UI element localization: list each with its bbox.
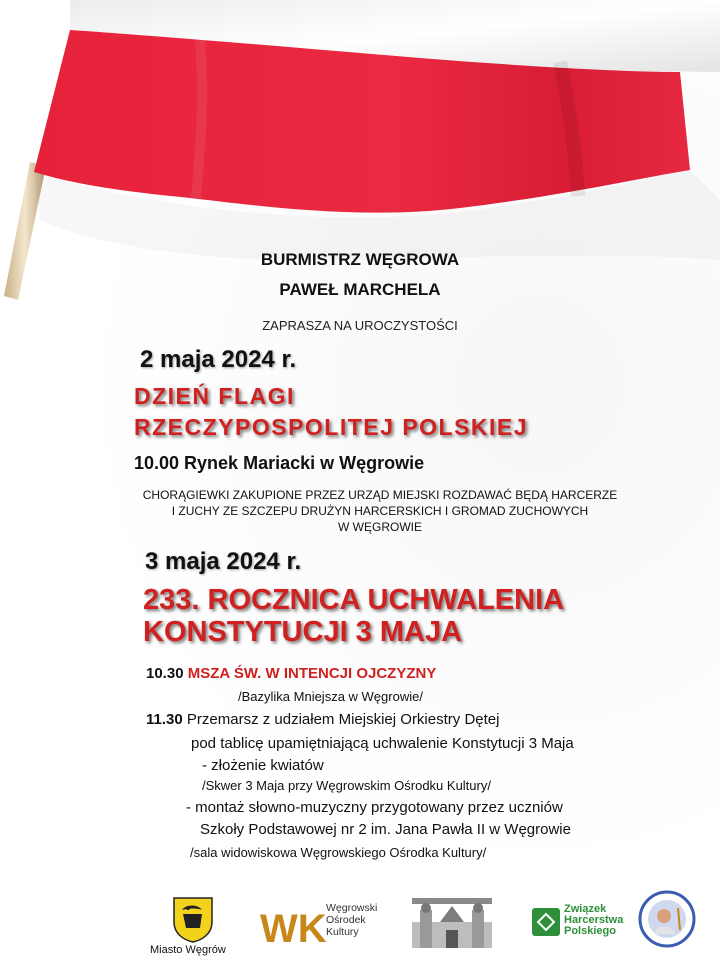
program-line: - złożenie kwiatów <box>202 757 324 774</box>
event1-info-line2: I ZUCHY ZE SZCZEPU DRUŻYN HARCERSKICH I GROMAD ZUCHOWYCH <box>171 504 589 518</box>
organizer-title: BURMISTRZ WĘGROWA <box>260 250 460 269</box>
program-time: 10.30 <box>146 665 184 682</box>
program-item-mass <box>146 665 436 682</box>
event1-date: 2 maja 2024 r. <box>140 346 297 373</box>
event1-info <box>0 487 720 535</box>
event2-title-line2: KONSTYTUCJI 3 MAJA <box>143 616 463 648</box>
event2-title-line1: 233. ROCZNICA UCHWALENIA <box>143 584 565 616</box>
school-badge-icon <box>638 890 696 948</box>
event1-location: 10.00 Rynek Mariacki w Węgrowie <box>134 453 425 473</box>
sponsor-logos <box>0 880 720 960</box>
zhp-line1: Związek <box>564 903 607 915</box>
program-time: 11.30 <box>146 711 183 728</box>
zhp-line2: Harcerstwa <box>564 914 624 926</box>
event1-title-line1: DZIEŃ FLAGI <box>134 383 295 409</box>
wok-line2: Ośrodek <box>326 914 366 926</box>
event2-date: 3 maja 2024 r. <box>145 548 302 575</box>
program-line: Szkoły Podstawowej nr 2 im. Jana Pawła II w Węgrowie <box>200 821 571 838</box>
program-text: Przemarsz z udziałem Miejskiej Orkiestry Dętej <box>186 711 500 728</box>
basilica-building-icon <box>402 894 502 950</box>
city-coat-of-arms-icon <box>168 894 218 944</box>
wok-logo-text <box>326 902 377 938</box>
zhp-line3: Polskiego <box>564 925 616 937</box>
organizer-name: PAWEŁ MARCHELA <box>279 280 441 299</box>
wok-initials: WK <box>260 907 327 951</box>
event1-info-line1: CHORĄGIEWKI ZAKUPIONE PRZEZ URZĄD MIEJSKI ROZDAWAĆ BĘDĄ HARCERZE <box>142 488 618 502</box>
program-text: MSZA ŚW. W INTENCJI OJCZYZNY <box>187 665 437 682</box>
program-venue-hall: /sala widowiskowa Węgrowskiego Ośrodka Kultury/ <box>190 845 487 860</box>
invitation-text: ZAPRASZA NA UROCZYSTOŚCI <box>262 318 458 333</box>
program-venue-square: /Skwer 3 Maja przy Węgrowskim Ośrodku Kultury/ <box>202 778 491 793</box>
event1-title-line2: RZECZYPOSPOLITEJ POLSKIEJ <box>134 414 529 440</box>
city-label: Miasto Węgrów <box>150 944 226 956</box>
program-item-march <box>146 711 499 728</box>
event1-info-line3: W WĘGROWIE <box>338 520 422 534</box>
program-venue-basilica: /Bazylika Mniejsza w Węgrowie/ <box>238 689 423 704</box>
zhp-logo-text <box>564 904 623 937</box>
program-line: pod tablicę upamiętniającą uchwalenie Konstytucji 3 Maja <box>191 735 574 752</box>
program-line: - montaż słowno-muzyczny przygotowany przez uczniów <box>186 799 563 816</box>
wok-line1: Węgrowski <box>326 902 378 914</box>
wok-line3: Kultury <box>326 926 359 938</box>
